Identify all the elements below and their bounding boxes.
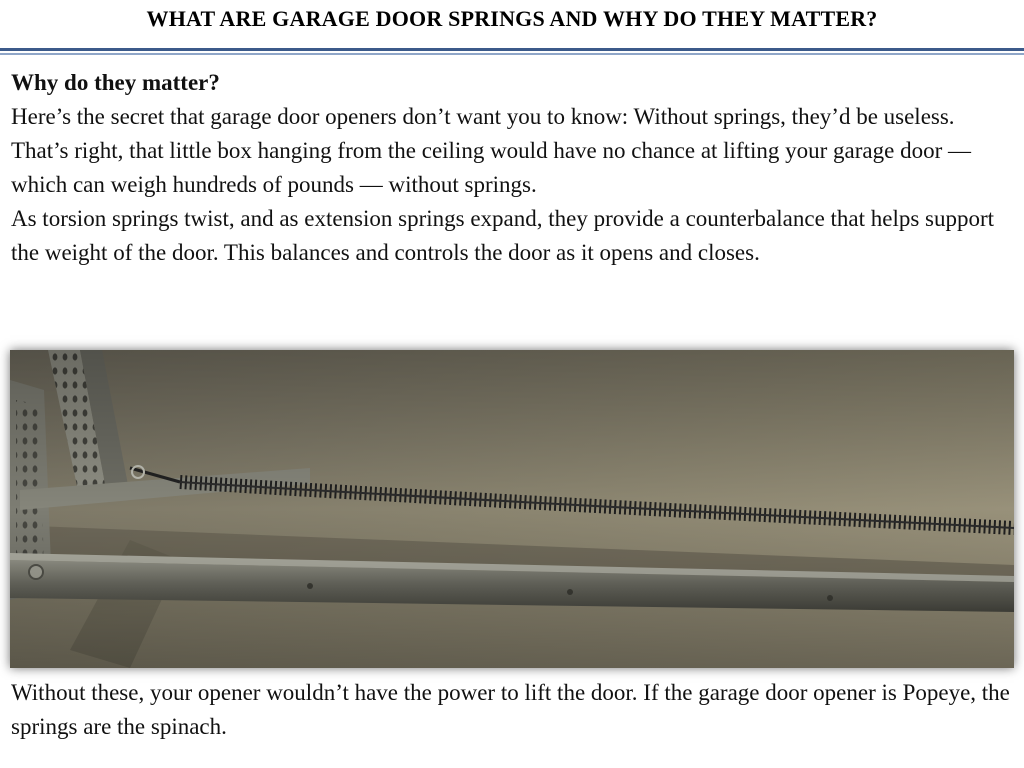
slide-title: WHAT ARE GARAGE DOOR SPRINGS AND WHY DO THEY MATTER?	[146, 6, 878, 31]
title-divider	[0, 48, 1024, 51]
paragraph-2: As torsion springs twist, and as extension springs expand, they provide a counterbalance that helps support the weight of the door. This balances and controls the door as it opens and closes.	[11, 206, 995, 265]
section-heading: Why do they matter?	[11, 70, 220, 95]
body-text	[11, 66, 1017, 270]
closing-paragraph: Without these, your opener wouldn’t have the power to lift the door. If the garage door opener is Popeye, the springs are the spinach.	[11, 680, 1010, 739]
closing-text	[11, 676, 1017, 744]
title-divider-secondary	[0, 53, 1024, 55]
garage-spring-photo	[10, 350, 1014, 668]
paragraph-1: Here’s the secret that garage door openers don’t want you to know: Without springs, they’d be useless. That’s right, that little box hanging from the ceiling would have no chance at lifting your garage door — which can weigh hundreds of pounds — without springs.	[11, 104, 971, 197]
